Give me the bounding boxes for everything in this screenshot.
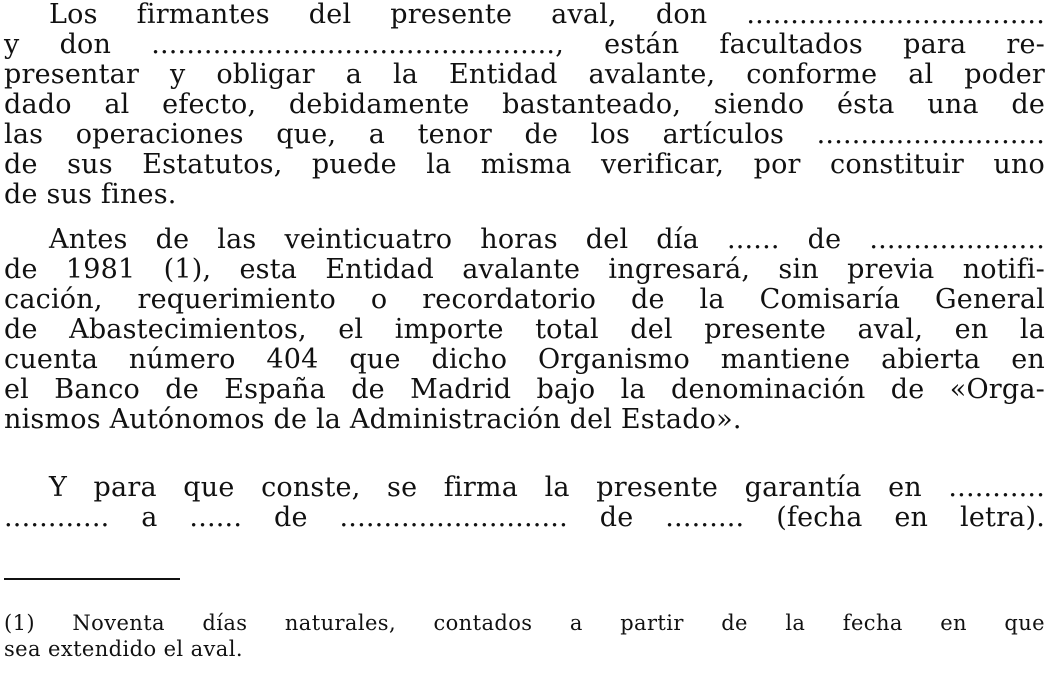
text-line: el Banco de España de Madrid bajo la denominación de «Orga- bbox=[4, 374, 1045, 405]
text-line: presentar y obligar a la Entidad avalante, conforme al poder bbox=[4, 59, 1045, 90]
footnote-line: sea extendido el aval. bbox=[4, 637, 243, 661]
text-line: cuenta número 404 que dicho Organismo mantiene abierta en bbox=[4, 344, 1045, 375]
text-line: Los firmantes del presente aval, don .................................. bbox=[49, 0, 1045, 30]
text-line: ............ a ...... de .......................... de ......... (fecha en letra). bbox=[4, 502, 1045, 533]
footnote-line: (1) Noventa días naturales, contados a partir de la fecha en que bbox=[4, 611, 1045, 635]
text-line: Antes de las veinticuatro horas del día ...... de .................... bbox=[49, 224, 1045, 255]
footnote bbox=[4, 610, 1045, 662]
footnote-divider bbox=[4, 578, 180, 580]
text-line: dado al efecto, debidamente bastanteado, siendo ésta una de bbox=[4, 89, 1045, 120]
paragraph-payment-terms bbox=[4, 225, 1045, 435]
text-line: de sus fines. bbox=[4, 179, 177, 210]
text-line: las operaciones que, a tenor de los artículos .......................... bbox=[4, 119, 1045, 150]
paragraph-signatories bbox=[4, 0, 1045, 210]
text-line: y don .............................................., están facultados para re- bbox=[4, 29, 1045, 60]
text-line: cación, requerimiento o recordatorio de la Comisaría General bbox=[4, 284, 1045, 315]
text-line: nismos Autónomos de la Administración del Estado». bbox=[4, 404, 742, 435]
paragraph-signature-clause bbox=[4, 473, 1045, 533]
text-line: de Abastecimientos, el importe total del presente aval, en la bbox=[4, 314, 1045, 345]
text-line: de sus Estatutos, puede la misma verificar, por constituir uno bbox=[4, 149, 1045, 180]
text-line: Y para que conste, se firma la presente garantía en ........... bbox=[49, 472, 1045, 503]
text-line: de 1981 (1), esta Entidad avalante ingresará, sin previa notifi- bbox=[4, 254, 1045, 285]
